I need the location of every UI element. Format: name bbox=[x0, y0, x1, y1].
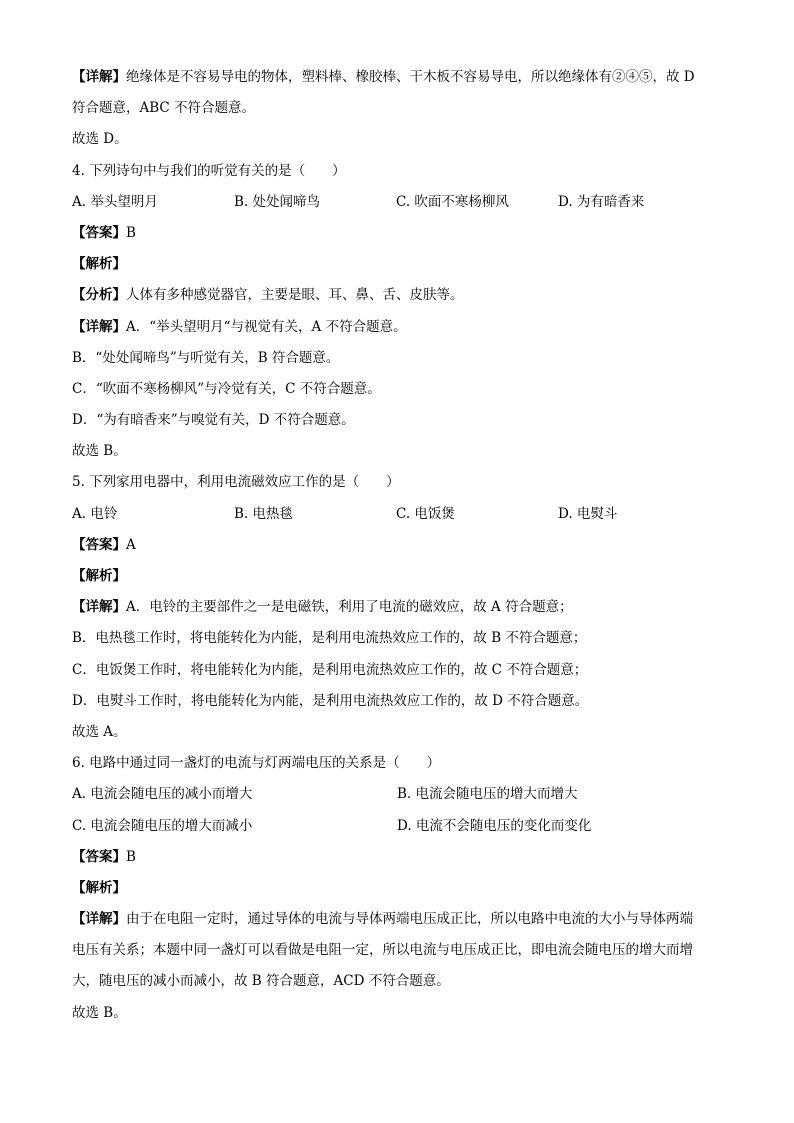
detail-tag: 【详解】 bbox=[72, 69, 126, 85]
q4-detail-d: D．“为有暗香来”与嗅觉有关，D 不符合题意。 bbox=[72, 412, 355, 429]
q5-answer-value: A bbox=[126, 536, 136, 553]
q4-final-answer: 故选 B。 bbox=[72, 443, 127, 460]
q6-answer-value: B bbox=[126, 848, 136, 865]
q5-detail-a bbox=[72, 592, 722, 623]
q4-detail-c: C．“吹面不寒杨柳风”与冷觉有关，C 不符合题意。 bbox=[72, 380, 381, 397]
q4-option-c: C. 吹面不寒杨柳风 bbox=[396, 193, 509, 210]
answer-tag: 【答案】 bbox=[72, 848, 126, 865]
detail-tag: 【详解】 bbox=[72, 599, 126, 616]
q5-detail-a-text: A．电铃的主要部件之一是电磁铁，利用了电流的磁效应，故 A 符合题意； bbox=[126, 599, 573, 616]
q5-final-answer: 故选 A。 bbox=[72, 723, 127, 740]
q4-stem: 4. 下列诗句中与我们的听觉有关的是（ ） bbox=[72, 162, 346, 179]
q4-options bbox=[72, 187, 722, 218]
q5-option-c: C. 电饭煲 bbox=[396, 505, 455, 522]
q5-detail-c: C．电饭煲工作时，将电能转化为内能，是利用电流热效应工作的，故 C 不符合题意； bbox=[72, 661, 588, 678]
q4-analysis-text: 人体有多种感觉器官，主要是眼、耳、鼻、舌、皮肤等。 bbox=[126, 287, 464, 304]
q5-options bbox=[72, 499, 722, 530]
q4-detail-a bbox=[72, 312, 722, 343]
q6-options-row-2 bbox=[72, 811, 722, 842]
answer-tag: 【答案】 bbox=[72, 224, 126, 241]
q4-answer-value: B bbox=[126, 224, 136, 241]
q3-detail-text-1: 绝缘体是不容易导电的物体，塑料棒、橡胶棒、干木板不容易导电，所以绝缘体有②④⑤，故 D bbox=[126, 69, 695, 85]
q5-detail-b: B．电热毯工作时，将电能转化为内能，是利用电流热效应工作的，故 B 不符合题意； bbox=[72, 630, 587, 647]
q4-option-b: B. 处处闻啼鸟 bbox=[234, 193, 321, 210]
q4-answer bbox=[72, 218, 722, 249]
q3-final-answer: 故选 D。 bbox=[72, 131, 128, 148]
q4-detail-a-text: A．“举头望明月“与视觉有关，A 不符合题意。 bbox=[126, 318, 407, 335]
q4-analysis bbox=[72, 280, 722, 311]
q4-option-a: A. 举头望明月 bbox=[72, 193, 158, 210]
q6-options-row-1 bbox=[72, 779, 722, 810]
q5-answer bbox=[72, 530, 722, 561]
q6-detail-2: 电压有关系；本题中同一盏灯可以看做是电阻一定，所以电流与电压成正比，即电流会随电压的增大而增 bbox=[72, 942, 693, 959]
q6-stem: 6. 电路中通过同一盏灯的电流与灯两端电压的关系是（ ） bbox=[72, 755, 441, 772]
detail-tag: 【详解】 bbox=[72, 318, 126, 335]
q5-detail-d: D．电熨斗工作时，将电能转化为内能，是利用电流热效应工作的，故 D 不符合题意。 bbox=[72, 692, 589, 709]
q5-stem: 5. 下列家用电器中，利用电流磁效应工作的是（ ） bbox=[72, 474, 400, 491]
document-page bbox=[72, 62, 722, 1029]
q5-option-b: B. 电热毯 bbox=[234, 505, 294, 522]
q5-option-a: A. 电铃 bbox=[72, 505, 118, 522]
q6-detail-1 bbox=[72, 904, 722, 935]
q6-answer bbox=[72, 842, 722, 873]
q4-detail-b: B．“处处闻啼鸟”与听觉有关，B 符合题意。 bbox=[72, 349, 340, 366]
analysis-tag: 【分析】 bbox=[72, 287, 126, 304]
q6-detail-1-text: 由于在电阻一定时，通过导体的电流与导体两端电压成正比，所以电路中电流的大小与导体两端 bbox=[126, 911, 693, 928]
answer-tag: 【答案】 bbox=[72, 536, 126, 553]
q6-detail-3: 大，随电压的减小而减小，故 B 符合题意，ACD 不符合题意。 bbox=[72, 973, 450, 990]
q5-jiexi-heading: 【解析】 bbox=[72, 568, 126, 584]
q5-option-d: D. 电熨斗 bbox=[558, 505, 618, 522]
q4-jiexi-heading: 【解析】 bbox=[72, 256, 126, 273]
q6-option-c: C. 电流会随电压的增大而减小 bbox=[72, 817, 253, 834]
q6-option-d: D. 电流不会随电压的变化而变化 bbox=[397, 817, 592, 834]
q6-jiexi-heading: 【解析】 bbox=[72, 879, 126, 896]
q3-detail-line-2: 符合题意，ABC 不符合题意。 bbox=[72, 100, 256, 117]
q6-option-a: A. 电流会随电压的减小而增大 bbox=[72, 786, 253, 803]
q6-final-answer: 故选 B。 bbox=[72, 1004, 127, 1021]
q3-detail-line-1 bbox=[72, 62, 722, 93]
q4-option-d: D. 为有暗香来 bbox=[558, 193, 645, 210]
q6-option-b: B. 电流会随电压的增大而增大 bbox=[397, 786, 578, 803]
detail-tag: 【详解】 bbox=[72, 911, 126, 928]
